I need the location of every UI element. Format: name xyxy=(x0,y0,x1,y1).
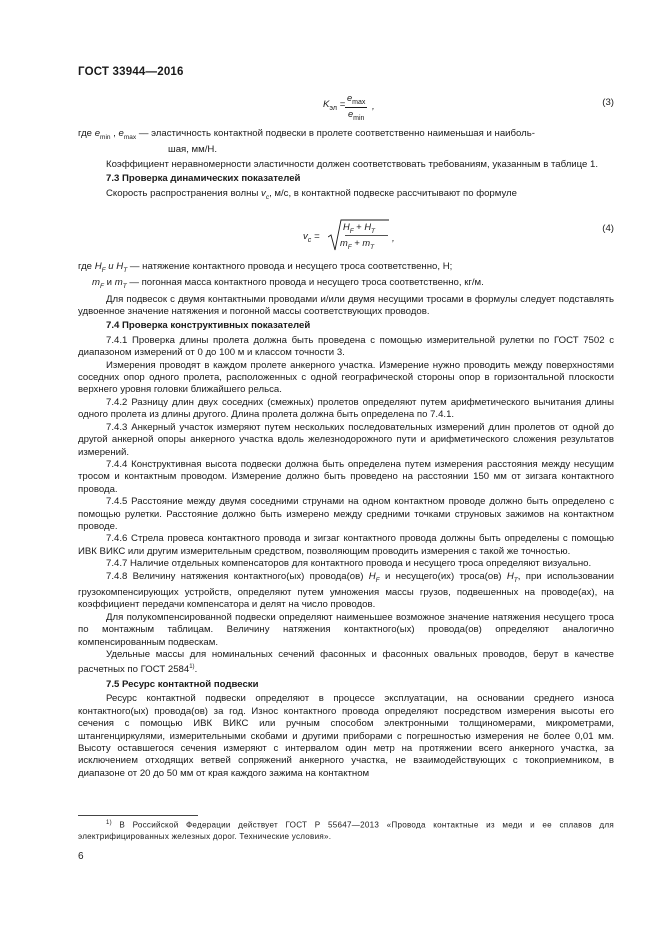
footnote-divider xyxy=(78,815,198,816)
paragraph-7-4-1-b: Измерения проводят в каждом пролете анкерного участка. Измерение нужно проводить между поверхностями соседних опор одного пролета, расположенных с одной географической стороны опор в горизонтальной плоскости верхнего уровня головки ближайшего рельса. xyxy=(78,359,614,396)
where-4-line-2: $m_F$ и $m_T$ — погонная масса контактного провода и несущего троса соответственно, кг/м. xyxy=(92,277,484,291)
body-block-2 xyxy=(78,261,614,780)
section-7-4-heading: 7.4 Проверка конструктивных показателей xyxy=(106,320,311,332)
paragraph-7-4-3: 7.4.3 Анкерный участок измеряют путем нескольких последовательных измерений длин пролетов от одной до другой анкерной опоры анкерного участка вдоль железнодорожного пути и арифметического сложения результатов измерений. xyxy=(78,421,614,458)
page-number: 6 xyxy=(78,851,84,862)
paragraph-double-wires: Для подвесок с двумя контактными проводами и/или двумя несущими тросами в формулы следует подставлять удвоенное значение натяжения и погонной массы соответствующих проводов. xyxy=(78,293,614,318)
equation-3-tail: , xyxy=(372,101,375,112)
paragraph-7-4-8: 7.4.8 Величину натяжения контактного(ых) провода(ов) $H_F$ и несущего(их) троса(ов) $H_T$, при использовании грузокомпенсирующих устройств, определяют путем умножения массы грузов, подвешенных на проводе(ах), на коэффициент передачи компенсатора и делят на число проводов. xyxy=(78,570,614,611)
paragraph-wave-speed: Скорость распространения волны $v_c$, м/с, в контактной подвеске рассчитывают по формуле xyxy=(106,187,517,201)
equation-3-number: (3) xyxy=(602,97,614,108)
paragraph-7-4-6: 7.4.6 Стрела провеса контактного провода и зигзаг контактного провода должны быть определены с помощью ИВК ВИКС или другим измерительным средством, позволяющим проводить измерения с такой же точностью. xyxy=(78,533,614,557)
paragraph-7-4-8-c: Удельные массы для номинальных сечений фасонных и фасонных овальных проводов, берут в качестве расчетных по ГОСТ 2584$^{1)}$. xyxy=(78,648,614,676)
body-block-1 xyxy=(78,128,614,204)
equation-4-number: (4) xyxy=(602,223,614,234)
where-4-line-1: где $H_F$ u $H_T$ — натяжение контактного провода и несущего троса соответственно, Н; xyxy=(78,261,453,274)
paragraph-7-4-5: 7.4.5 Расстояние между двумя соседними струнами на одном контактном проводе должно быть определено с помощью рулетки. Расстояние должно быть измерено между средними точками струновых зажимов на контактном проводе. xyxy=(78,496,614,532)
paragraph-7-5: Ресурс контактной подвески определяют в процессе эксплуатации, на основании среднего износа контактного(ых) провода(ов) за год. Износ контактного провода определяют посредством измерения высоты его сечения с помощью ИВК ВИКС или ручным способом электронными толщиномерами, микрометрами, штангенциркулями, измерительными скобами и другими приборами с погрешностью измерения не более 0,01 мм. Высоту оставшегося сечения измеряют с интервалом один метр на протяжении всего анкерного участка, за исключением отходящих ветвей сопряжений анкерного участка, не взаимодействующих с токоприемником, в диапазоне от 20 до 50 мм от края каждого зажима на контактном xyxy=(78,693,614,779)
paragraph-7-4-2: 7.4.2 Разницу длин двух соседних (смежных) пролетов определяют путем арифметического вычитания длины одного пролета из длины другого. Длина пролета должна быть определена по 7.4.1. xyxy=(78,396,614,421)
equation-4-tail: , xyxy=(392,233,395,244)
equation-3-fraction: $e_{max}$ $e_{min}$ xyxy=(347,93,366,122)
paragraph-7-4-8-b: Для полукомпенсированной подвески определяют наименьшее возможное значение натяжения несущего троса по монтажным таблицам. Величину натяжения контактного(ых) провода(ов) определяют аналогично компенсированным подвескам. xyxy=(78,611,614,648)
footnote: $^{1)}$ В Российской Федерации действует ГОСТ Р 55647—2013 «Провода контактные из меди и ее сплавов для электрифицированных железных дорог. Технические условия». xyxy=(78,820,614,842)
where-3: где $e_{min}$ , $e_{max}$ — эластичность контактной подвески в пролете соответственно наименьшая и наиболь- шая, мм/Н. xyxy=(78,128,535,156)
paragraph-7-4-4: 7.4.4 Конструктивная высота подвески должна быть определена путем измерения расстояния между несущим тросом и контактным проводом. Измерение должно быть проведено на расстоянии 150 мм от зигзага контактного провода. xyxy=(78,458,614,495)
equation-3: $K_{эл}$ = xyxy=(323,99,346,112)
equation-4-denominator: $m_F + m_T$ xyxy=(340,238,375,251)
document-header: ГОСТ 33944—2016 xyxy=(78,66,184,78)
section-7-5-heading: 7.5 Ресурс контактной подвески xyxy=(106,678,259,690)
paragraph-7-4-1: 7.4.1 Проверка длины пролета должна быть проведена с помощью измерительной рулетки по ГОСТ 7502 с диапазоном измерений от 0 до 100 м и классом точности 3. xyxy=(78,334,614,359)
equation-4-numerator: $H_F + H_T$ xyxy=(343,222,376,235)
paragraph-7-4-7: 7.4.7 Наличие отдельных компенсаторов для контактного провода и несущего троса определяют визуально. xyxy=(106,558,592,570)
equation-4: $v_c$ = xyxy=(303,231,320,244)
section-7-3-heading: 7.3 Проверка динамических показателей xyxy=(106,173,301,185)
paragraph-coefficient: Коэффициент неравномерности эластичности должен соответствовать требованиям, указанным в таблице 1. xyxy=(106,158,599,170)
